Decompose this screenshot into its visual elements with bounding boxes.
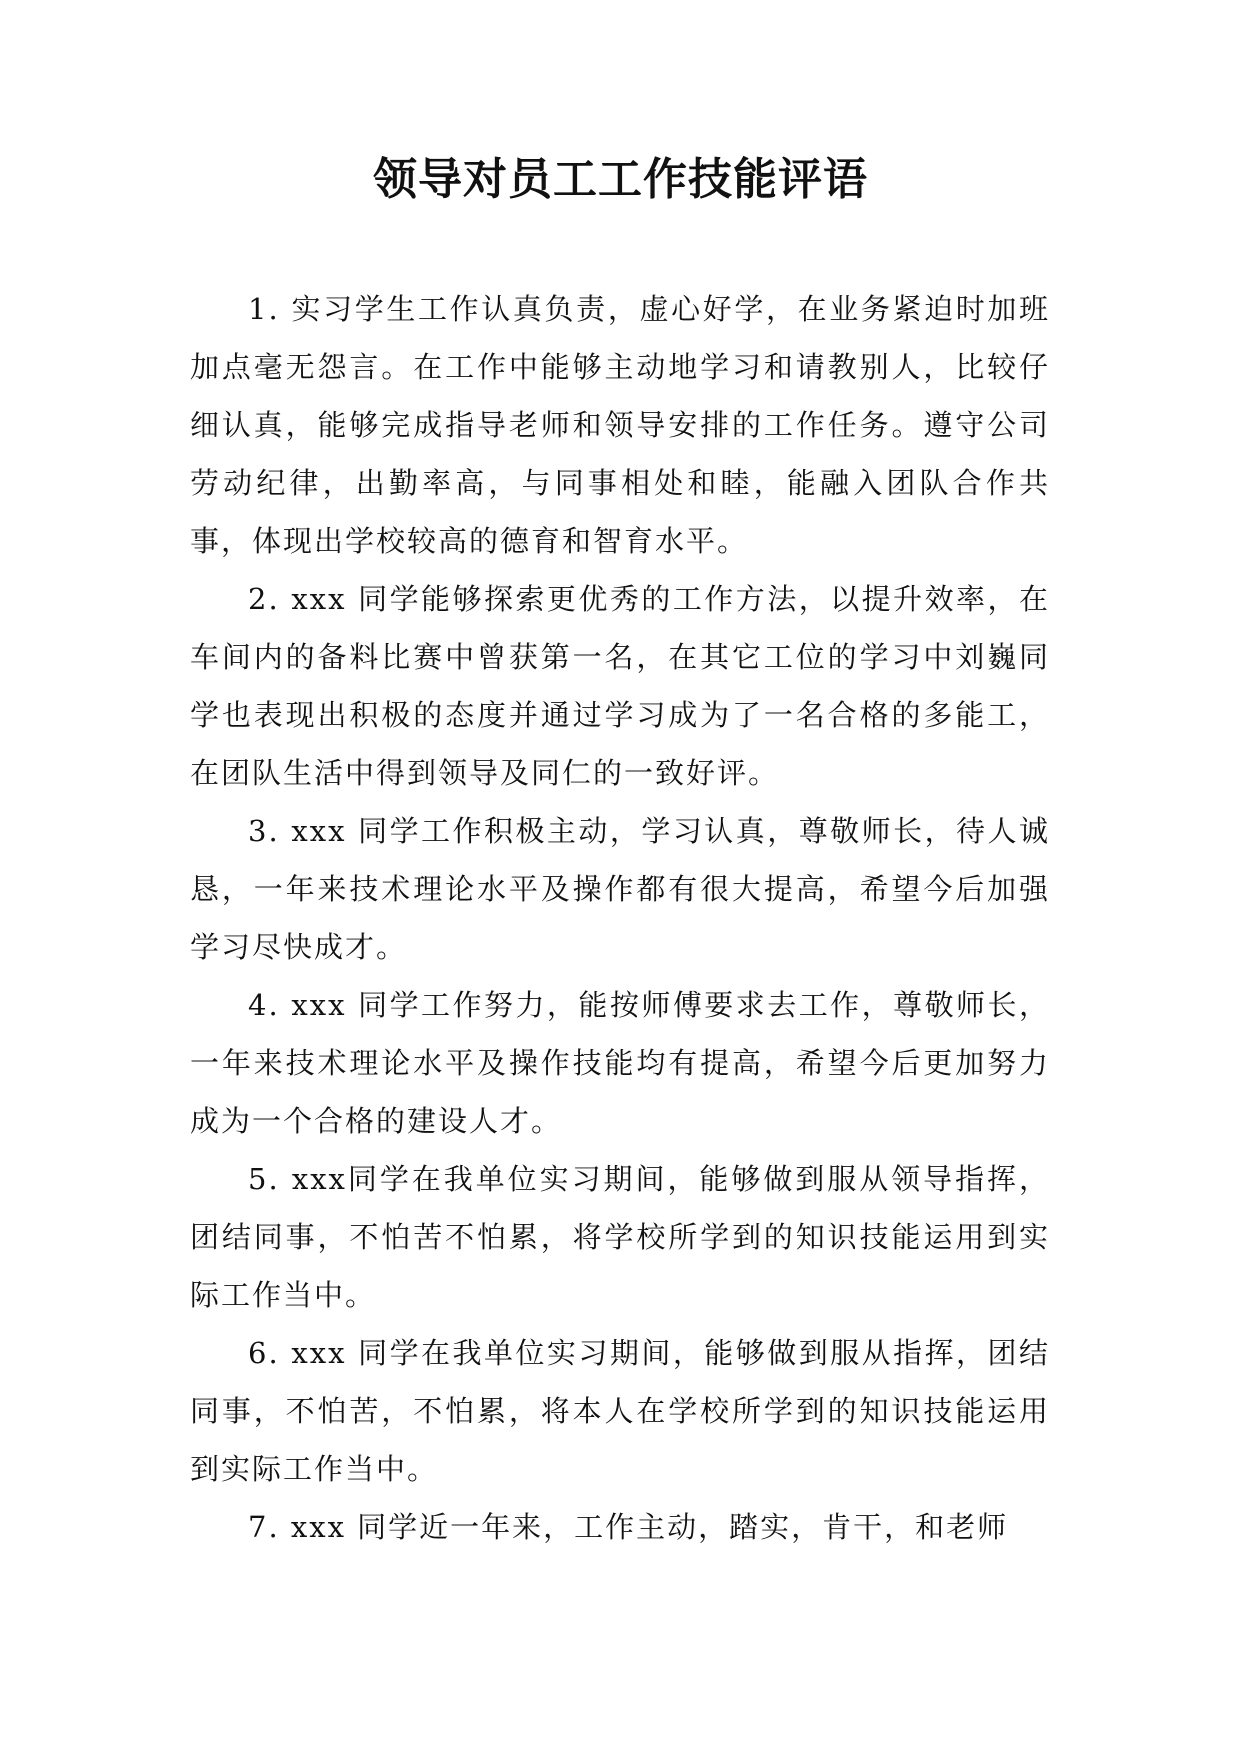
paragraph-3: 3. xxx 同学工作积极主动，学习认真，尊敬师长，待人诚恳，一年来技术理论水平及操作都有很大提高，希望今后加强学习尽快成才。: [190, 814, 1050, 964]
paragraph-4: 4. xxx 同学工作努力，能按师傅要求去工作，尊敬师长，一年来技术理论水平及操作技能均有提高，希望今后更加努力成为一个合格的建设人才。: [190, 988, 1050, 1138]
paragraph-1: 1. 实习学生工作认真负责，虚心好学，在业务紧迫时加班加点毫无怨言。在工作中能够主动地学习和请教别人，比较仔细认真，能够完成指导老师和领导安排的工作任务。遵守公司劳动纪律，出勤率高，与同事相处和睦，能融入团队合作共事，体现出学校较高的德育和智育水平。: [190, 292, 1050, 558]
document-title: 领导对员工工作技能评语: [373, 154, 868, 205]
paragraph-5: 5. xxx同学在我单位实习期间，能够做到服从领导指挥，团结同事，不怕苦不怕累，将学校所学到的知识技能运用到实际工作当中。: [190, 1162, 1051, 1312]
paragraph-6: 6. xxx 同学在我单位实习期间，能够做到服从指挥，团结同事，不怕苦，不怕累，将本人在学校所学到的知识技能运用到实际工作当中。: [190, 1336, 1050, 1486]
document-body: [190, 280, 1050, 1556]
paragraph-7: 7. xxx 同学近一年来，工作主动，踏实，肯干，和老师: [248, 1510, 1009, 1544]
paragraph-2: 2. xxx 同学能够探索更优秀的工作方法，以提升效率，在车间内的备料比赛中曾获第一名，在其它工位的学习中刘巍同学也表现出积极的态度并通过学习成为了一名合格的多能工，在团队生活中得到领导及同仁的一致好评。: [190, 582, 1050, 790]
